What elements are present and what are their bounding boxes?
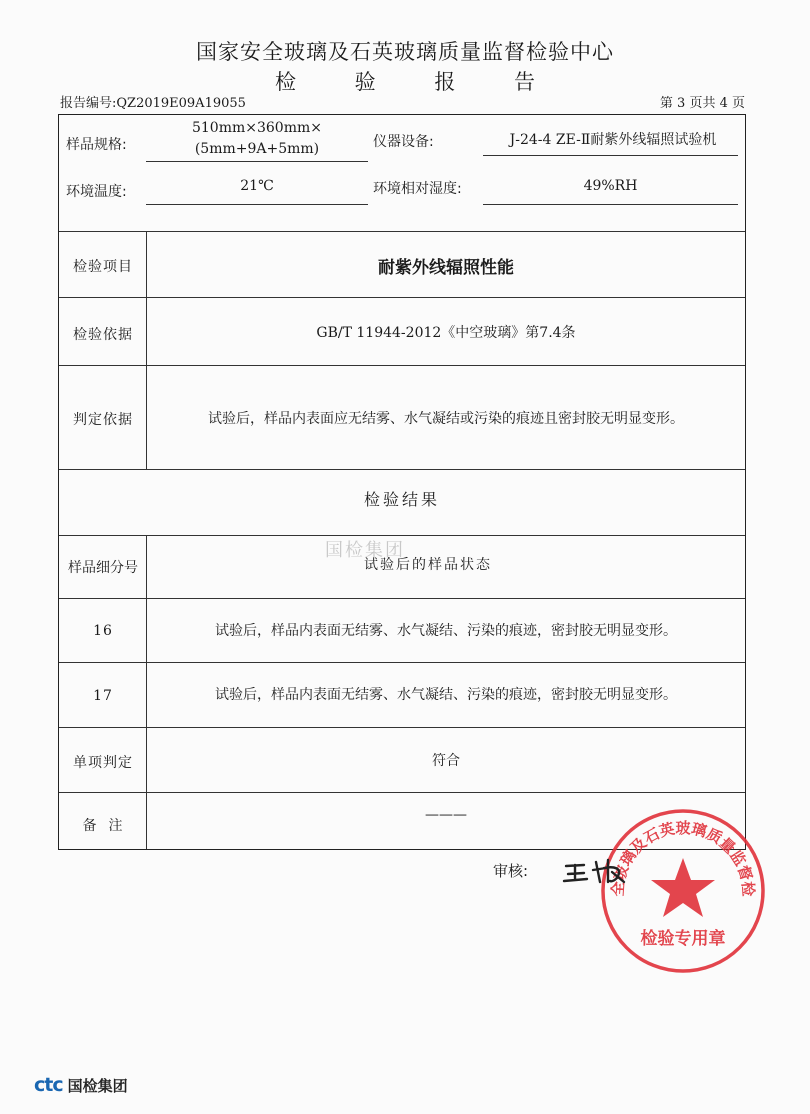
inspection-basis-label: 检验依据 [73, 327, 133, 343]
row-divider [59, 792, 745, 793]
seal-ring-text: 全玻璃及石英玻璃质量监督检 [608, 819, 758, 897]
spec-underline [146, 161, 368, 162]
reviewer-label: 审核: [493, 862, 529, 880]
equipment-value: J-24-4 ZE-Ⅱ耐紫外线辐照试验机 [509, 132, 717, 148]
equipment-label: 仪器设备: [373, 134, 434, 150]
criteria-value: 试验后，样品内表面应无结雾、水气凝结或污染的痕迹且密封胶无明显变形。 [208, 411, 684, 427]
humidity-value: 49%RH [583, 178, 638, 194]
equipment-underline [483, 155, 738, 156]
row-divider [59, 231, 745, 232]
report-title: 检 验 报 告 [274, 70, 562, 94]
sample-state: 试验后，样品内表面无结雾、水气凝结、污染的痕迹，密封胶无明显变形。 [215, 623, 677, 639]
remarks-label: 备 注 [82, 818, 124, 834]
inspection-item-label: 检验项目 [73, 259, 133, 275]
row-divider [59, 297, 745, 298]
spec-value-line1: 510mm×360mm× [191, 120, 322, 136]
row-divider [59, 365, 745, 366]
row-divider [59, 727, 745, 728]
humidity-label: 环境相对湿度: [373, 181, 462, 197]
row-divider [59, 469, 745, 470]
criteria-label: 判定依据 [73, 412, 133, 428]
sample-number: 17 [93, 688, 113, 704]
spec-value-line2: (5mm+9A+5mm) [194, 141, 320, 157]
row-divider [59, 662, 745, 663]
temperature-label: 环境温度: [66, 184, 127, 200]
sample-number: 16 [93, 623, 113, 639]
temperature-underline [146, 204, 368, 205]
ctc-logo-text: 国检集团 [67, 1076, 128, 1095]
reviewer-signature [560, 852, 640, 888]
ctc-logo [34, 1074, 128, 1096]
sub-number-label: 样品细分号 [68, 560, 138, 576]
judgement-value: 符合 [432, 753, 460, 769]
watermark-text: 国检集团 [325, 540, 405, 561]
page-info: 第 3 页共 4 页 [659, 96, 745, 111]
spec-label: 样品规格: [66, 137, 127, 153]
inspection-item-value: 耐紫外线辐照性能 [378, 258, 514, 278]
judgement-label: 单项判定 [73, 755, 133, 771]
column-divider [146, 535, 147, 849]
humidity-underline [483, 204, 738, 205]
ctc-logo-mark: ctc [34, 1074, 63, 1096]
temperature-value: 21℃ [240, 178, 274, 194]
inspection-basis-value: GB/T 11944-2012《中空玻璃》第7.4条 [316, 325, 576, 341]
results-title: 检验结果 [363, 490, 440, 509]
column-divider [146, 231, 147, 469]
organization-title: 国家安全玻璃及石英玻璃质量监督检验中心 [196, 40, 614, 64]
sample-state: 试验后，样品内表面无结雾、水气凝结、污染的痕迹，密封胶无明显变形。 [215, 687, 677, 703]
remarks-value: ——— [425, 807, 467, 823]
seal-star-icon [651, 858, 715, 917]
row-divider [59, 598, 745, 599]
seal-bottom-text: 检验专用章 [640, 929, 726, 949]
sample-state-label: 试验后的样品状态 [364, 557, 492, 573]
report-table-frame [58, 114, 746, 850]
report-number: 报告编号:QZ2019E09A19055 [60, 96, 246, 111]
seal-graphic [598, 806, 768, 976]
official-seal [598, 806, 768, 976]
